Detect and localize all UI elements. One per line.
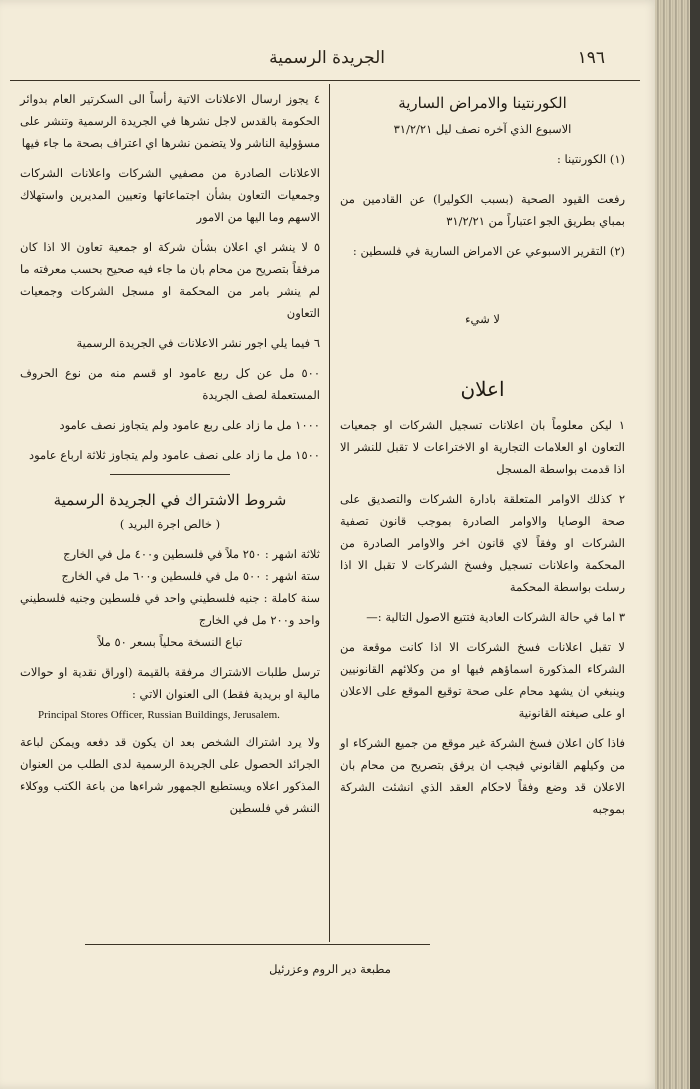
column-divider <box>329 84 330 942</box>
rule-4-items: الاعلانات الصادرة من مصفيي الشركات واعلانات الشركات وجمعيات التعاون بشأن اجتماعاتها وتعيين المديرين واستهلاك الاسهم وما اليها من الامور <box>20 166 320 224</box>
send-note: ترسل طلبات الاشتراك مرفقة بالقيمة (اوراق نقدية او حوالات مالية او بريدية فقط) الى العنوان الاتي : <box>20 665 320 701</box>
week-line: الاسبوع الذي آخره نصف ليل ٣١/٢/٢١ <box>393 122 572 136</box>
left-column <box>20 88 320 827</box>
section-rule <box>110 474 230 475</box>
quarantine-text: رفعت القيود الصحية (بسبب الكوليرا) عن القادمين من بمباي بطريق الجو اعتباراً من ٣١/٢/٢١ <box>340 192 625 228</box>
quarantine-label: (١) الكورنتينا : <box>556 152 625 166</box>
notice-paragraph-2: ٢ كذلك الاوامر المتعلقة بادارة الشركات والتصديق على صحة الوصايا والاوامر الصادرة بموجب قانون تصفية الشركات او وفقاً لاي قانون اخر والاوامر الصادرة من المحكمة واعلانات تسجيل وفسخ الشركات لا تقبل الا اذا رسلت بواسطة المحكمة <box>340 492 625 594</box>
right-column <box>340 88 625 828</box>
rate-3: ١٥٠٠ مل ما زاد على نصف عامود ولم يتجاوز ثلاثة ارباع عامود <box>29 448 320 462</box>
rate-1: ٥٠٠ مل عن كل ربع عامود او قسم منه من نوع الحروف المستعملة لصف الجريدة <box>20 366 320 402</box>
final-note: ولا يرد اشتراك الشخص بعد ان يكون قد دفعه ويمكن لباعة الجرائد الحصول على الجريدة الرسمية لدى الطلب من العنوان المذكور اعلاه ويستطيع الجمهور شراءها من باعة الكتب ووكلاء النشر في فلسطين <box>20 735 320 815</box>
weekly-report-label: (٢) التقرير الاسبوعي عن الامراض السارية في فلسطين : <box>352 244 625 258</box>
footer-rule <box>85 944 430 945</box>
subscription-3-months: ثلاثة اشهر : ٢٥٠ ملاً في فلسطين و٤٠٠ مل في الخارج <box>63 547 320 561</box>
quarantine-title: الكورنتينا والامراض السارية <box>398 94 567 112</box>
weekly-report-value: لا شيء <box>465 312 500 326</box>
running-title: الجريدة الرسمية <box>269 48 385 68</box>
printer-imprint: مطبعة دير الروم وعزرئيل <box>269 962 391 976</box>
rule-5: ٥ لا ينشر اي اعلان بشأن شركة او جمعية تعاون الا اذا كان مرفقاً بتصريح من محام بان ما جاء فيه صحيح بحسب معرفته ما لم ينشر بامر من المحكمة او مسجل الشركات وجمعيات التعاون <box>20 240 320 320</box>
notice-paragraph-5: فاذا كان اعلان فسخ الشركة غير موقع من جميع الشركاء او من وكيلهم القانوني فيجب ان يرفق بتصريح من محام بان الاعلان قد وضع وفقاً لاحكام العقد الذي انشئت الشركة بموجبه <box>340 736 625 816</box>
notice-paragraph-1: ١ ليكن معلوماً بان اعلانات تسجيل الشركات او جمعيات التعاون او العلامات التجارية او الاختراعات لا تقبل للنشر الا اذا قدمت بواسطة المسجل <box>340 418 625 476</box>
single-copy-price: تباع النسخة محلياً بسعر ٥٠ ملاً <box>97 635 243 649</box>
subscription-title: شروط الاشتراك في الجريدة الرسمية <box>53 491 287 509</box>
rate-2: ١٠٠٠ مل ما زاد على ربع عامود ولم يتجاوز نصف عامود <box>59 418 320 432</box>
notice-paragraph-3: ٣ اما في حالة الشركات العادية فتتبع الاصول التالية :— <box>366 610 625 624</box>
page-number: ١٩٦ <box>577 48 605 68</box>
rule-6: ٦ فيما يلي اجور نشر الاعلانات في الجريدة الرسمية <box>76 336 320 350</box>
notice-title: اعلان <box>460 377 505 401</box>
subscription-6-months: ستة اشهر : ٥٠٠ مل في فلسطين و٦٠٠ مل في الخارج <box>61 569 320 583</box>
notice-paragraph-4: لا تقبل اعلانات فسخ الشركات الا اذا كانت موقعة من الشركاء المذكورة اسماؤهم فيها او من وكلائهم القانونيين وينبغي ان يشهد محام على صحة توقيع الموقع على الاعلان او على صيغته القانونية <box>340 640 625 720</box>
rule-4: ٤ يجوز ارسال الاعلانات الاتية رأساً الى السكرتير العام بدوائر الحكومة بالقدس لاجل نشرها في الجريدة الرسمية وتنشر على مسؤولية الناشر ولا يتضمن نشرها اي اعتراف بصحة ما جاء فيها <box>20 92 320 150</box>
address: Principal Stores Officer, Russian Buildings, Jerusalem. <box>38 709 280 721</box>
subscription-year: سنة كاملة : جنيه فلسطيني واحد في فلسطين وجنيه فلسطيني واحد و٢٠٠ مل في الخارج <box>20 591 320 627</box>
header-rule <box>10 80 640 81</box>
page-header <box>20 44 620 74</box>
binding-shadow <box>690 0 700 1089</box>
subscription-note: ( خالص اجرة البريد ) <box>119 517 221 531</box>
